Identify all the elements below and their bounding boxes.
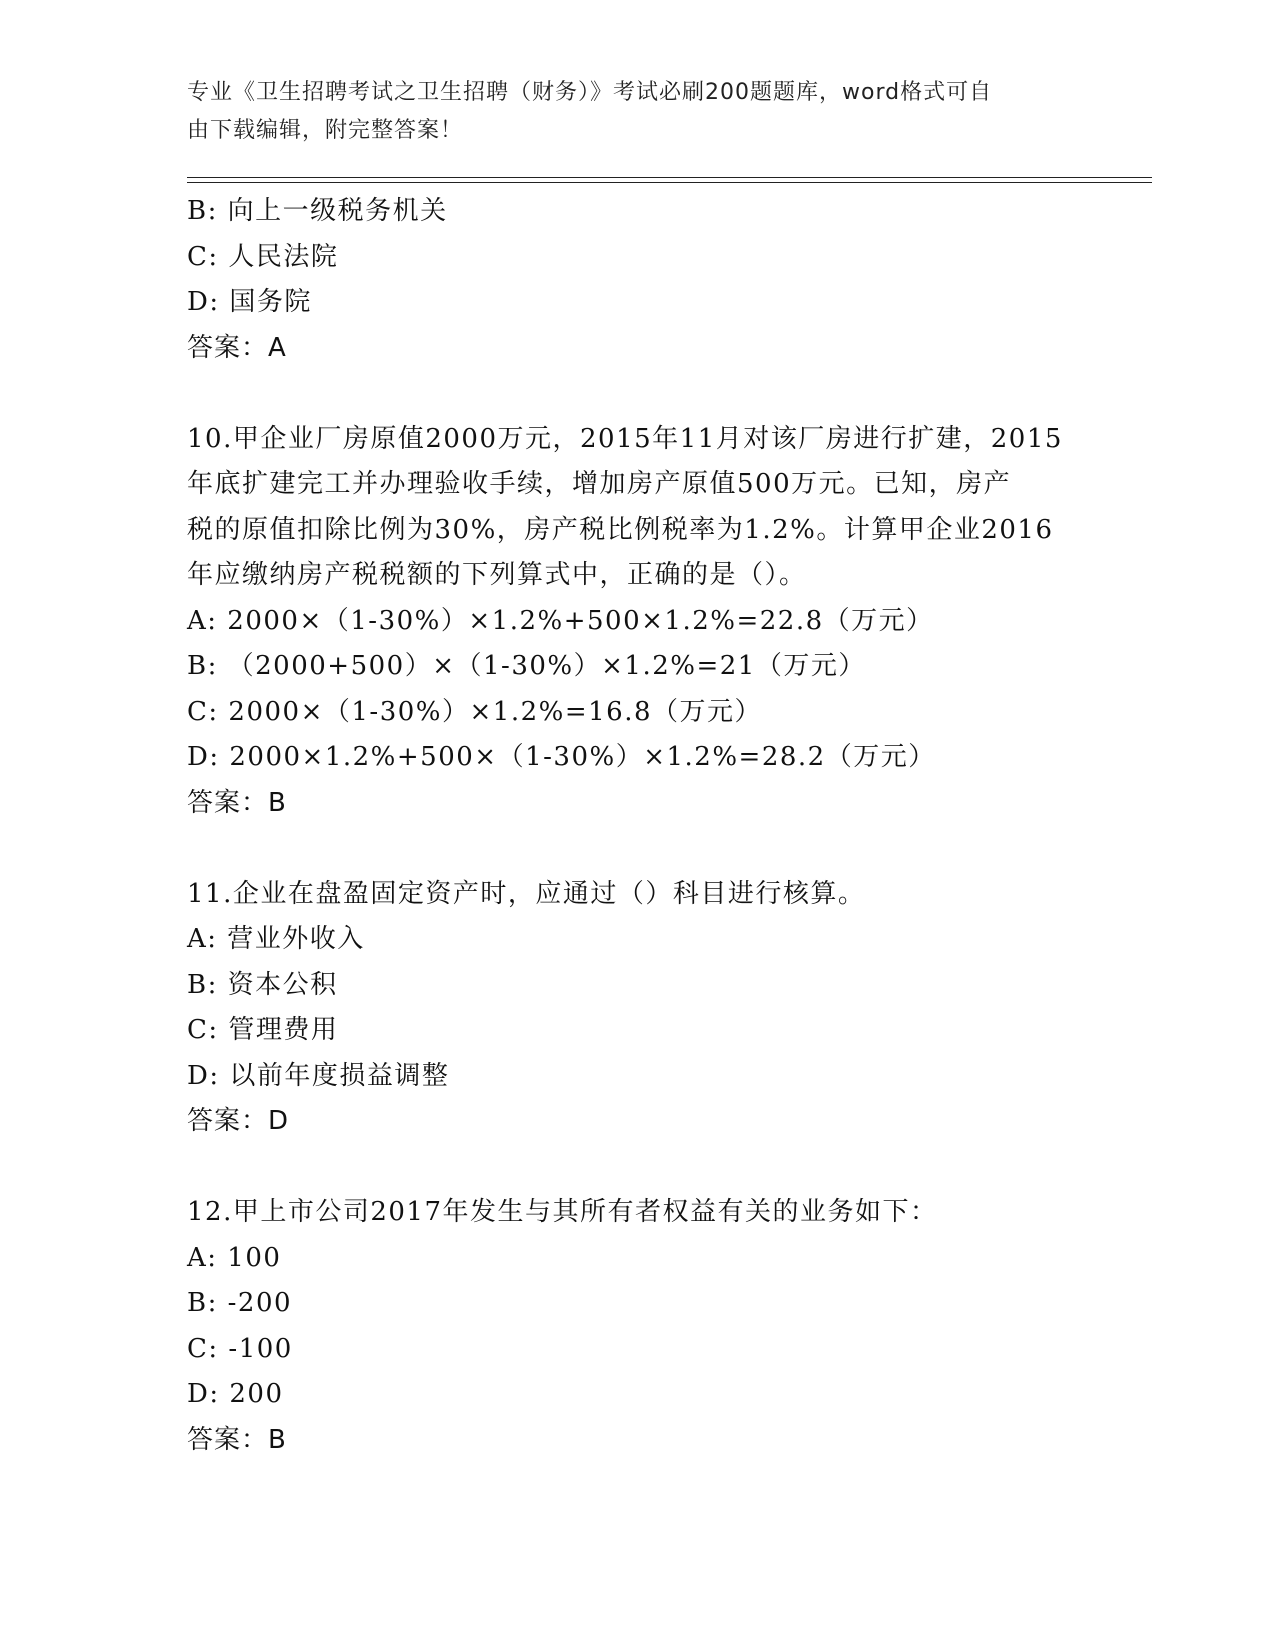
answer-label: 答案：B bbox=[187, 787, 287, 818]
option-a: A: 2000×（1-30%）×1.2%+500×1.2%=22.8（万元） bbox=[187, 605, 934, 636]
question-text-line: 10.甲企业厂房原值2000万元，2015年11月对该厂房进行扩建，2015 bbox=[187, 423, 1063, 454]
spacer bbox=[187, 1145, 1107, 1191]
option-c: C: -100 bbox=[187, 1333, 293, 1364]
question-text: 11.企业在盘盈固定资产时，应通过（）科目进行核算。 bbox=[187, 878, 866, 909]
header-rule-top bbox=[187, 177, 1152, 178]
question-text-line: 年底扩建完工并办理验收手续，增加房产原值500万元。已知，房产 bbox=[187, 469, 1012, 499]
header-rule-bottom bbox=[187, 182, 1152, 183]
option-d: D: 2000×1.2%+500×（1-30%）×1.2%=28.2（万元） bbox=[187, 742, 936, 772]
page-header bbox=[187, 74, 1067, 150]
option-a: A: 营业外收入 bbox=[187, 924, 365, 954]
question-block-9 bbox=[187, 189, 1107, 371]
spacer bbox=[187, 371, 1107, 417]
spacer bbox=[187, 826, 1107, 872]
option-d: D: 200 bbox=[187, 1379, 284, 1409]
option-c: C: 管理费用 bbox=[187, 1015, 339, 1045]
option-c: C: 2000×（1-30%）×1.2%=16.8（万元） bbox=[187, 696, 763, 727]
answer-label: 答案：B bbox=[187, 1424, 287, 1455]
option-b: B: 资本公积 bbox=[187, 969, 338, 1000]
option-d: D: 以前年度损益调整 bbox=[187, 1060, 450, 1091]
option-d: D: 国务院 bbox=[187, 287, 312, 317]
option-b: B: -200 bbox=[187, 1288, 293, 1318]
question-block-10 bbox=[187, 417, 1107, 827]
answer-label: 答案：A bbox=[187, 332, 287, 363]
question-text-line: 税的原值扣除比例为30%，房产税比例税率为1.2%。计算甲企业2016 bbox=[187, 514, 1054, 545]
option-b: B: （2000+500）×（1-30%）×1.2%=21（万元） bbox=[187, 651, 866, 681]
option-a: A: 100 bbox=[187, 1242, 282, 1273]
question-block-12 bbox=[187, 1190, 1107, 1463]
question-block-11 bbox=[187, 872, 1107, 1145]
answer-label: 答案：D bbox=[187, 1106, 290, 1136]
header-line-2: 由下载编辑，附完整答案！ bbox=[187, 118, 464, 143]
question-text-line: 年应缴纳房产税税额的下列算式中，正确的是（）。 bbox=[187, 560, 807, 590]
option-b: B: 向上一级税务机关 bbox=[187, 196, 448, 226]
header-line-1: 专业《卫生招聘考试之卫生招聘（财务）》考试必刷200题题库，word格式可自 bbox=[187, 80, 993, 105]
option-c: C: 人民法院 bbox=[187, 241, 339, 272]
question-text: 12.甲上市公司2017年发生与其所有者权益有关的业务如下： bbox=[187, 1197, 938, 1227]
document-body bbox=[187, 189, 1107, 1463]
